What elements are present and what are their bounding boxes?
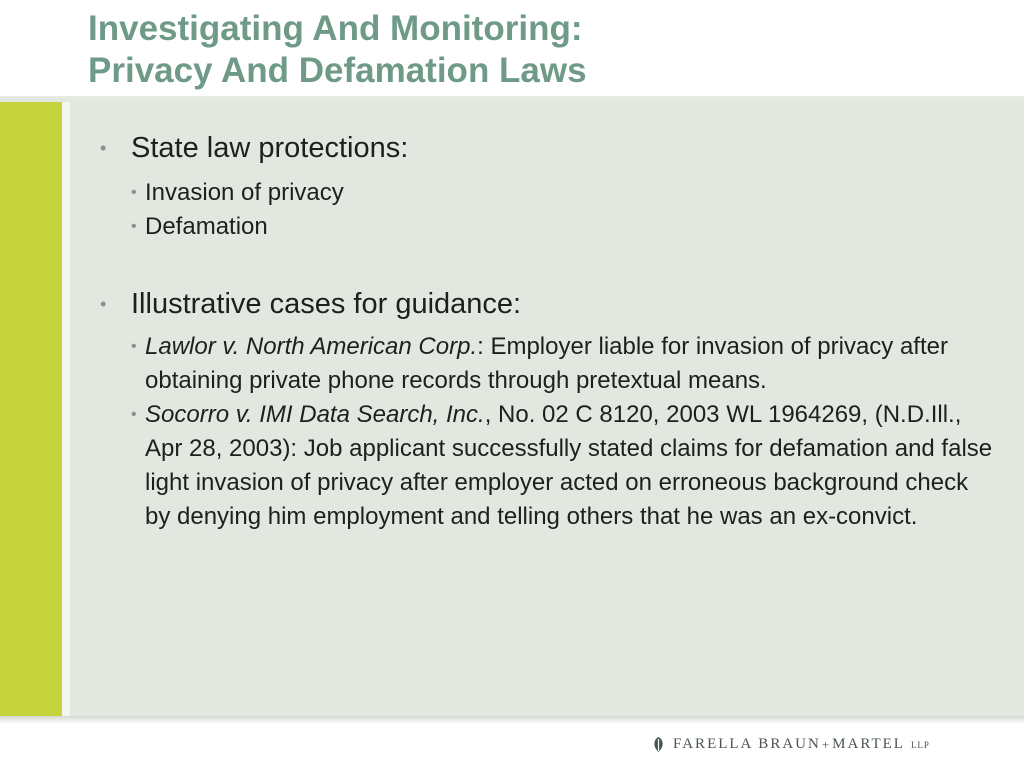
bullet-icon: • — [100, 294, 107, 314]
logo-text-2: MARTEL — [832, 736, 905, 752]
sub-bullet-text: Invasion of privacy — [145, 179, 344, 206]
bullet-list — [100, 126, 1000, 534]
sub-bullet-defamation — [100, 210, 1000, 244]
firm-logo — [652, 736, 930, 753]
leaf-icon — [652, 737, 665, 752]
sub-bullet-text: Defamation — [145, 213, 268, 240]
sub-bullet-icon: • — [131, 338, 137, 355]
sub-bullet-icon: • — [131, 184, 137, 201]
slide-title — [88, 8, 988, 92]
case-description: : Employer liable for invasion of privacy after obtaining private phone records through pretextual means. — [145, 333, 948, 394]
accent-separator — [62, 102, 70, 716]
logo-suffix: LLP — [910, 739, 930, 750]
bullet-icon: • — [100, 138, 107, 158]
case-name: Socorro v. IMI Data Search, Inc. — [145, 401, 485, 428]
bullet-cases — [100, 282, 1000, 326]
sub-bullet-icon: • — [131, 218, 137, 235]
logo-text-1: FARELLA BRAUN — [673, 736, 821, 752]
sub-bullet-invasion — [100, 176, 1000, 210]
accent-bar — [0, 102, 62, 716]
bullet-text: State law protections: — [131, 132, 409, 164]
bullet-text: Illustrative cases for guidance: — [131, 288, 522, 320]
sub-bullet-lawlor — [100, 330, 1000, 398]
title-line-1: Investigating And Monitoring: — [88, 9, 583, 48]
sub-bullet-icon: • — [131, 406, 137, 423]
case-name: Lawlor v. North American Corp. — [145, 333, 478, 360]
logo-plus: + — [821, 736, 832, 752]
bullet-state-law — [100, 126, 1000, 170]
case-description: , No. 02 C 8120, 2003 WL 1964269, (N.D.Ill., Apr 28, 2003): Job applicant successfully stated claims for defamation and false light invasion of privacy after employer acted on erroneous background check by denying him employment and telling others that he was an ex-convict. — [145, 401, 993, 530]
sub-bullet-socorro — [100, 398, 1000, 534]
title-line-2: Privacy And Defamation Laws — [88, 51, 587, 90]
footer-divider — [0, 716, 1024, 724]
